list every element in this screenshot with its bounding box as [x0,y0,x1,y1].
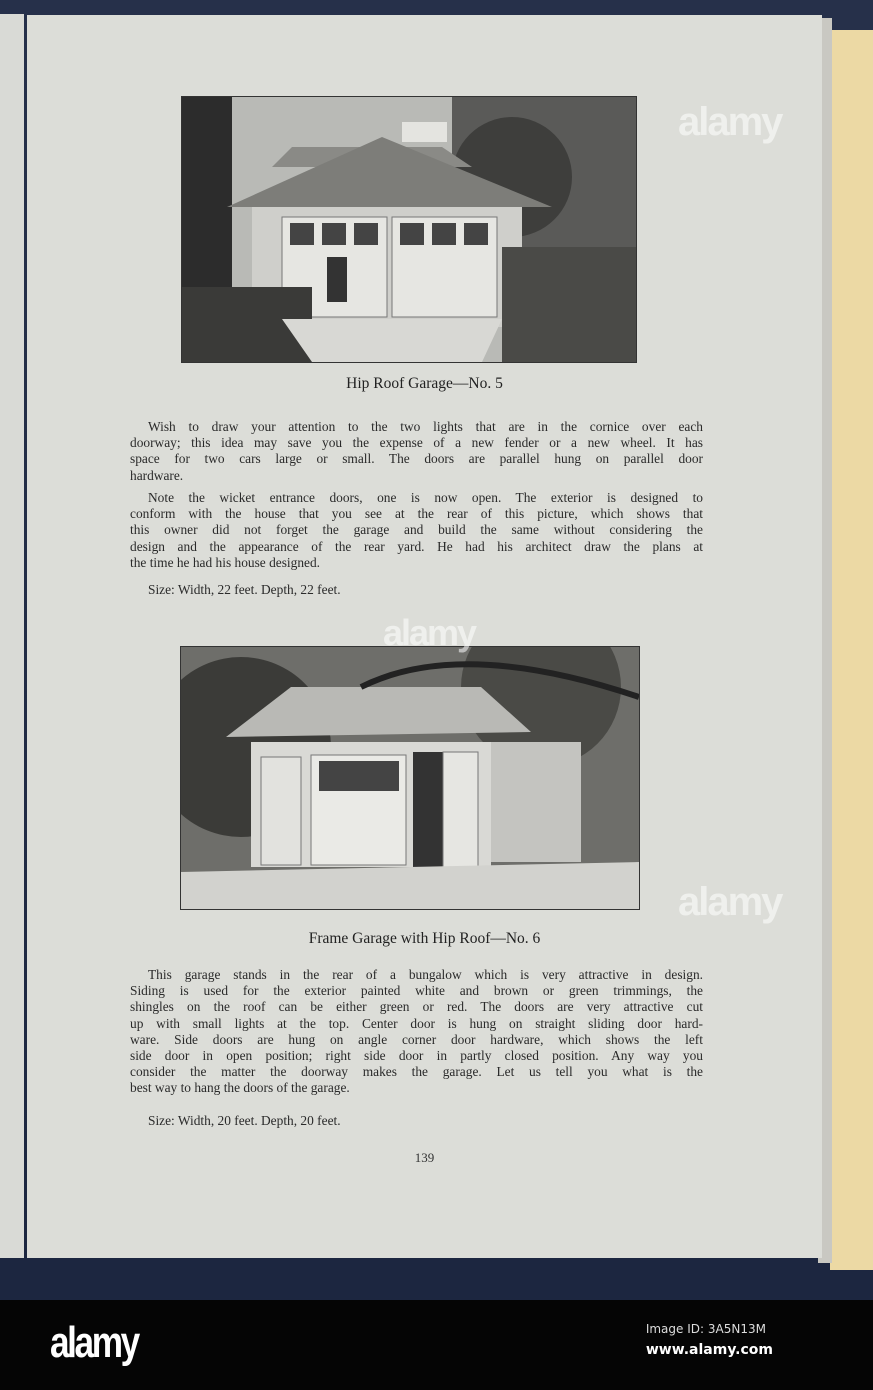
watermark-logo: alamy [678,100,782,144]
section2-size: Size: Width, 20 feet. Depth, 20 feet. [148,1113,341,1128]
page-number: 139 [414,1150,435,1165]
watermark-footer [0,1300,873,1390]
section1-paragraph-2: Note the wicket entrance doors, one is now open. The exterior is designed to conform with the house that you see at the rear of this picture, which shows that this owner did not forget the garage and build the same without considering the design and the appearance of the rear yard. He had his architect draw the plans at the time he had his house designed. [130,490,703,570]
section2-paragraph-1: This garage stands in the rear of a bungalow which is very attractive in design. Siding is used for the exterior painted white and brown or green trimmings, the shingles on the roof can be either green or red. The doors are very attractive cut up with small lights at the top. Center door is hung on straight sliding door hard- ware. Side doors are hung on angle corner door hardware, which shows the left side door in open position; right side door in partly closed position. Any way you consider the matter the doorway makes the garage. Let us tell you what is the best way to hang the doors of the garage. [130,967,703,1096]
photo-frame-garage [180,646,640,910]
watermark-logo: alamy [678,880,782,924]
caption-section2: Frame Garage with Hip Roof—No. 6 [308,930,541,947]
section1-paragraph-1: Wish to draw your attention to the two lights that are in the cornice over each doorway; this idea may save you the expense of a new fender or a new wheel. It has space for two cars large or small. The doors are parallel hung on parallel door hardware. [130,419,703,483]
alamy-logo: alamy [50,1318,138,1367]
section1-size: Size: Width, 22 feet. Depth, 22 feet. [148,582,341,597]
endpaper [830,30,873,1270]
image-id: Image ID: 3A5N13M [645,1322,766,1336]
left-page-edge [0,14,24,1258]
photo-hip-roof-garage [181,96,637,363]
caption-section1: Hip Roof Garage—No. 5 [346,375,503,392]
watermark-logo: alamy [383,612,476,653]
alamy-url: www.alamy.com [645,1342,773,1358]
